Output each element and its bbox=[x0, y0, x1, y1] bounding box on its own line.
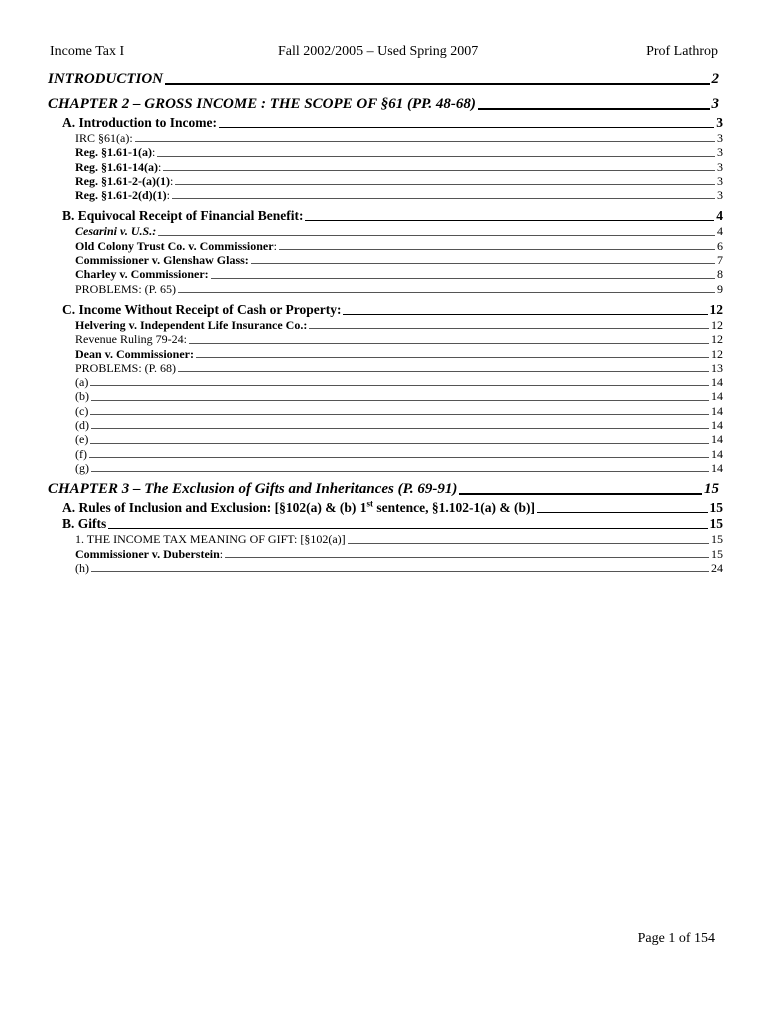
toc-leader-line bbox=[225, 557, 709, 558]
header-course-title: Income Tax I bbox=[50, 44, 125, 59]
toc-entry-label bbox=[75, 145, 155, 159]
toc-entry-label bbox=[62, 500, 535, 516]
toc-entry-title: Revenue Ruling 79-24: bbox=[75, 332, 187, 347]
toc-entry-label bbox=[75, 224, 156, 238]
toc-leader-line bbox=[165, 83, 709, 85]
toc-entry-title: Commissioner v. Duberstein bbox=[75, 546, 220, 561]
toc-entry[interactable] bbox=[48, 282, 723, 296]
toc-leader-line bbox=[175, 184, 715, 185]
toc-entry-title: (d) bbox=[75, 418, 89, 433]
toc-entry-label bbox=[48, 68, 163, 90]
toc-page-number: 2 bbox=[711, 71, 719, 87]
toc-page-number: 14 bbox=[711, 418, 723, 433]
toc-entry-title: Cesarini v. U.S.: bbox=[75, 224, 157, 239]
toc-entry-label bbox=[75, 389, 89, 403]
toc-entry-label bbox=[48, 478, 457, 500]
toc-leader-line bbox=[251, 263, 715, 264]
toc-page-number: 3 bbox=[716, 115, 723, 130]
toc-entry-title: Dean v. Commissioner: bbox=[75, 346, 194, 361]
toc-entry-title: (e) bbox=[75, 432, 89, 447]
toc-entry-label bbox=[75, 253, 249, 267]
toc-entry[interactable] bbox=[48, 432, 723, 446]
toc-leader-line bbox=[348, 543, 709, 544]
toc-entry-title: Reg. §1.61-1(a) bbox=[75, 145, 152, 160]
toc-entry-label bbox=[75, 532, 346, 546]
toc-entry-label bbox=[75, 561, 89, 575]
toc-page-number: 15 bbox=[711, 532, 723, 547]
toc-entry[interactable] bbox=[48, 68, 723, 90]
toc-leader-line bbox=[309, 328, 709, 329]
toc-entry-superscript: st bbox=[366, 498, 374, 509]
toc-entry-label bbox=[75, 282, 176, 296]
toc-page-number: 24 bbox=[711, 560, 723, 575]
toc-entry[interactable] bbox=[48, 131, 723, 145]
toc-entry[interactable] bbox=[48, 208, 723, 224]
toc-leader-line bbox=[219, 127, 714, 128]
toc-page-number: 14 bbox=[711, 446, 723, 461]
toc-entry[interactable] bbox=[48, 145, 723, 159]
toc-entry-colon: : bbox=[273, 238, 277, 253]
toc-leader-line bbox=[90, 443, 709, 444]
toc-page-number: 12 bbox=[711, 346, 723, 361]
toc-entry[interactable] bbox=[48, 361, 723, 375]
toc-entry-label bbox=[75, 375, 88, 389]
toc-entry[interactable] bbox=[48, 375, 723, 389]
toc-leader-line bbox=[90, 414, 709, 415]
toc-entry-label bbox=[75, 174, 173, 188]
toc-page-number: 14 bbox=[711, 460, 723, 475]
toc-entry[interactable] bbox=[48, 532, 723, 546]
toc-page-number: 9 bbox=[717, 281, 723, 296]
toc-entry-label bbox=[75, 332, 187, 346]
toc-entry[interactable] bbox=[48, 160, 723, 174]
toc-entry-title: CHAPTER 3 – The Exclusion of Gifts and Inheritances (P. 69-91) bbox=[48, 481, 458, 498]
page-header bbox=[50, 44, 718, 64]
toc-entry-label bbox=[62, 208, 303, 224]
toc-entry-title: A. Introduction to Income: bbox=[62, 115, 217, 130]
toc-entry[interactable] bbox=[48, 332, 723, 346]
toc-page-number: 14 bbox=[711, 375, 723, 390]
toc-leader-line bbox=[91, 400, 709, 401]
toc-entry[interactable] bbox=[48, 253, 723, 267]
toc-page-number: 15 bbox=[704, 481, 719, 498]
toc-leader-line bbox=[178, 292, 715, 293]
toc-entry-label bbox=[75, 318, 307, 332]
toc-entry[interactable] bbox=[48, 174, 723, 188]
toc-leader-line bbox=[108, 528, 707, 529]
toc-leader-line bbox=[91, 428, 709, 429]
toc-entry-label bbox=[75, 160, 161, 174]
toc-entry-title: (a) bbox=[75, 375, 89, 390]
toc-entry-label bbox=[62, 115, 217, 131]
toc-entry-title: C. Income Without Receipt of Cash or Property: bbox=[62, 301, 342, 317]
toc-page-number: 3 bbox=[717, 188, 723, 203]
toc-page-number: 14 bbox=[711, 389, 723, 404]
toc-leader-line bbox=[343, 314, 707, 315]
toc-entry-title: A. Rules of Inclusion and Exclusion: [§102(a) & (b) 1 bbox=[62, 500, 367, 516]
toc-entry-title-continued: sentence, §1.102-1(a) & (b)] bbox=[373, 500, 536, 516]
toc-leader-line bbox=[135, 141, 715, 142]
toc-entry-title: Reg. §1.61-2-(a)(1) bbox=[75, 173, 170, 188]
toc-leader-line bbox=[158, 235, 715, 236]
toc-entry-title: CHAPTER 2 – GROSS INCOME : THE SCOPE OF §61 (PP. 48-68) bbox=[48, 96, 476, 112]
toc-entry-title: PROBLEMS: (P. 65) bbox=[75, 281, 177, 296]
toc-leader-line bbox=[189, 343, 709, 344]
toc-entry[interactable] bbox=[48, 347, 723, 361]
toc-page-number: 12 bbox=[711, 317, 723, 332]
toc-leader-line bbox=[305, 220, 714, 221]
table-of-contents bbox=[48, 68, 723, 575]
toc-entry-label bbox=[75, 404, 88, 418]
toc-page-number: 15 bbox=[709, 500, 723, 516]
toc-entry-label bbox=[75, 347, 194, 361]
toc-leader-line bbox=[478, 108, 710, 110]
toc-entry[interactable] bbox=[48, 302, 723, 318]
toc-leader-line bbox=[178, 371, 709, 372]
toc-entry-title: (f) bbox=[75, 446, 87, 461]
toc-entry-label bbox=[48, 93, 476, 115]
toc-leader-line bbox=[211, 278, 715, 279]
toc-entry-colon: : bbox=[166, 188, 170, 203]
toc-leader-line bbox=[91, 471, 709, 472]
toc-entry-title: (b) bbox=[75, 389, 89, 404]
toc-entry[interactable] bbox=[48, 547, 723, 561]
toc-page-number: 14 bbox=[711, 432, 723, 447]
toc-entry-title: PROBLEMS: (P. 68) bbox=[75, 360, 177, 375]
toc-entry-label bbox=[75, 267, 209, 281]
toc-leader-line bbox=[279, 249, 715, 250]
toc-entry[interactable] bbox=[48, 516, 723, 532]
toc-page-number: 12 bbox=[711, 332, 723, 347]
toc-entry-title: Charley v. Commissioner: bbox=[75, 267, 209, 282]
toc-page-number: 3 bbox=[717, 173, 723, 188]
toc-entry-title: (h) bbox=[75, 560, 89, 575]
toc-entry-title: Reg. §1.61-14(a) bbox=[75, 159, 158, 174]
toc-page-number: 12 bbox=[709, 301, 723, 317]
toc-page-number: 13 bbox=[711, 360, 723, 375]
toc-page-number: 3 bbox=[717, 131, 723, 145]
toc-page-number: 4 bbox=[717, 224, 723, 239]
toc-entry-title: B. Gifts bbox=[62, 516, 107, 532]
toc-entry[interactable] bbox=[48, 115, 723, 131]
toc-entry-label bbox=[75, 361, 176, 375]
toc-entry[interactable] bbox=[48, 461, 723, 475]
toc-entry-colon: : bbox=[169, 173, 174, 188]
toc-entry[interactable] bbox=[48, 224, 723, 238]
toc-entry-title: Reg. §1.61-2(d)(1) bbox=[75, 188, 167, 203]
toc-page-number: 8 bbox=[717, 267, 723, 282]
toc-entry[interactable] bbox=[48, 478, 723, 500]
toc-page-number: 15 bbox=[711, 546, 723, 561]
toc-leader-line bbox=[157, 156, 715, 157]
toc-entry[interactable] bbox=[48, 318, 723, 332]
toc-entry[interactable] bbox=[48, 267, 723, 281]
toc-entry[interactable] bbox=[48, 239, 723, 253]
toc-entry-colon: : bbox=[157, 159, 162, 174]
toc-entry-title: INTRODUCTION bbox=[48, 71, 164, 87]
toc-leader-line bbox=[90, 385, 709, 386]
toc-page-number: 3 bbox=[717, 145, 723, 160]
toc-entry-title: Commissioner v. Glenshaw Glass: bbox=[75, 253, 249, 268]
toc-entry[interactable] bbox=[48, 404, 723, 418]
toc-entry-label bbox=[75, 239, 277, 253]
toc-entry-title: Helvering v. Independent Life Insurance Co.: bbox=[75, 317, 308, 332]
toc-page-number: 3 bbox=[717, 159, 723, 174]
toc-leader-line bbox=[172, 198, 715, 199]
header-term: Fall 2002/2005 – Used Spring 2007 bbox=[278, 44, 479, 59]
toc-page-number: 7 bbox=[717, 253, 723, 268]
toc-entry[interactable] bbox=[48, 389, 723, 403]
toc-entry-label bbox=[75, 188, 170, 202]
header-professor: Prof Lathrop bbox=[646, 44, 718, 59]
toc-entry[interactable] bbox=[48, 447, 723, 461]
toc-entry-label bbox=[75, 418, 89, 432]
toc-entry-title: IRC §61(a): bbox=[75, 131, 133, 145]
toc-entry[interactable] bbox=[48, 188, 723, 202]
toc-entry-title: (g) bbox=[75, 460, 89, 475]
toc-leader-line bbox=[89, 457, 709, 458]
toc-page-number: 14 bbox=[711, 403, 723, 418]
toc-entry[interactable] bbox=[48, 418, 723, 432]
toc-entry-label bbox=[62, 302, 341, 318]
toc-entry-title: 1. THE INCOME TAX MEANING OF GIFT: [§102(a)] bbox=[75, 532, 346, 547]
toc-entry-title: Old Colony Trust Co. v. Commissioner bbox=[75, 238, 274, 253]
toc-leader-line bbox=[91, 571, 709, 572]
toc-page-number: 15 bbox=[709, 516, 723, 532]
toc-page-number: 4 bbox=[716, 208, 723, 224]
toc-page-number: 3 bbox=[711, 96, 719, 112]
toc-leader-line bbox=[196, 357, 709, 358]
toc-entry-label bbox=[75, 131, 133, 145]
toc-leader-line bbox=[459, 493, 702, 495]
page-number: Page 1 of 154 bbox=[637, 931, 715, 946]
toc-leader-line bbox=[537, 512, 707, 513]
toc-entry-label bbox=[75, 432, 88, 446]
toc-entry-label bbox=[75, 461, 89, 475]
toc-entry-colon: : bbox=[219, 546, 224, 561]
toc-page-number: 6 bbox=[717, 238, 723, 253]
toc-entry-label bbox=[62, 516, 106, 532]
toc-entry-label bbox=[75, 547, 223, 561]
toc-entry-title: B. Equivocal Receipt of Financial Benefit: bbox=[62, 208, 304, 224]
toc-leader-line bbox=[163, 170, 715, 171]
toc-entry-label bbox=[75, 447, 87, 461]
toc-entry[interactable] bbox=[48, 561, 723, 575]
toc-entry-title: (c) bbox=[75, 403, 89, 418]
toc-entry[interactable] bbox=[48, 93, 723, 115]
toc-entry[interactable] bbox=[48, 500, 723, 516]
toc-entry-colon: : bbox=[151, 145, 156, 160]
